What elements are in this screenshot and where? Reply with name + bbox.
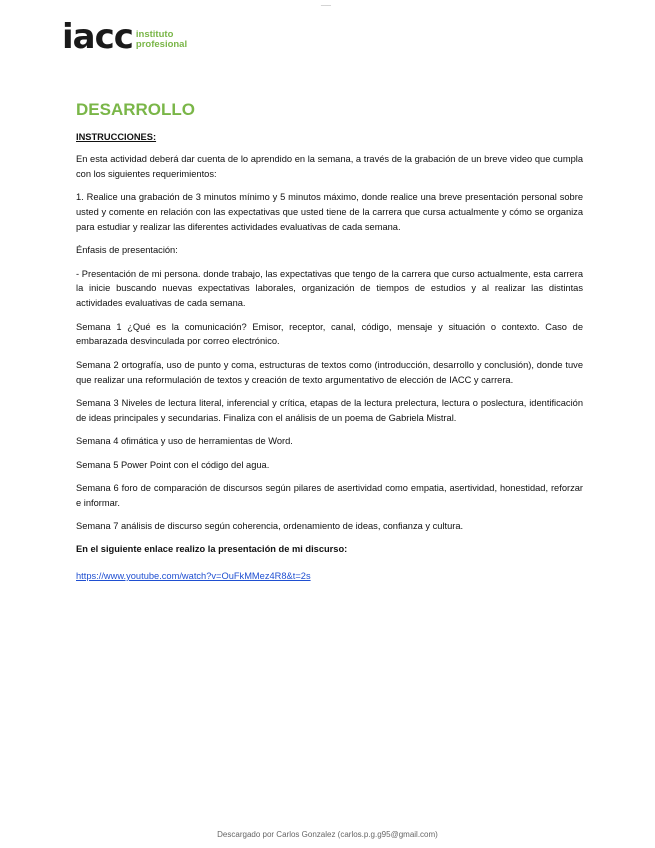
paragraph-emphasis-label: Énfasis de presentación: [76, 245, 178, 256]
page-top-mark: ___ [321, 0, 332, 6]
paragraph-week-7: Semana 7 análisis de discurso según coherencia, ordenamiento de ideas, confianza y cultura. [76, 521, 464, 532]
paragraph-week-3: Semana 3 Niveles de lectura literal, inferencial y crítica, etapas de la lectura prelectura, lectura o poslectura, identificación de ideas principales y secundarias. Finaliza con el análisis de un poema de Gabriela Mistral. [76, 397, 583, 423]
logo-sub-line-1: instituto [135, 29, 174, 40]
paragraph-requirement-1: 1. Realice una grabación de 3 minutos mínimo y 5 minutos máximo, donde realice una breve presentación personal sobre usted y comente en relación con las expectativas que usted tiene de la carrera que cursa actualmente y cómo se organiza para estudiar y realizar las diferentes actividades evaluativas de cada semana. [76, 192, 583, 232]
paragraph-presentation: - Presentación de mi persona. donde trabajo, las expectativas que tengo de la carrera que curso actualmente, esta carrera la inicie buscando nuevas expectativas laborales, organización de tiempos de estudios y al realizar las distintas actividades evaluativas de cada semana. [76, 268, 583, 309]
logo-word: iacc [62, 17, 133, 57]
instructions-label: INSTRUCCIONES: [76, 132, 157, 142]
link-intro: En el siguiente enlace realizo la presentación de mi discurso: [76, 544, 348, 555]
paragraph-week-1: Semana 1 ¿Qué es la comunicación? Emisor, receptor, canal, código, mensaje y situación o contexto. Caso de embarazada desvinculada por correo electrónico. [76, 321, 583, 347]
paragraph-week-4: Semana 4 ofimática y uso de herramientas de Word. [76, 436, 293, 447]
iacc-logo [62, 17, 188, 57]
document-body [76, 100, 583, 584]
paragraph-week-2: Semana 2 ortografía, uso de punto y coma, estructuras de textos como (introducción, desarrollo y conclusión), donde tuve que realizar una reformulación de textos y creación de texto argumentativo de elección de IACC y carrera. [76, 359, 583, 385]
logo-sub-line-2: profesional [135, 39, 188, 50]
section-title: DESARROLLO [76, 100, 195, 119]
paragraph-week-5: Semana 5 Power Point con el código del agua. [76, 459, 270, 470]
paragraph-intro: En esta actividad deberá dar cuenta de lo aprendido en la semana, a través de la grabación de un breve video que cumpla con los siguientes requerimientos: [76, 154, 583, 179]
youtube-link[interactable]: https://www.youtube.com/watch?v=OuFkMMez4R8&t=2s [76, 570, 311, 581]
paragraph-week-6: Semana 6 foro de comparación de discursos según pilares de asertividad como empatia, asertividad, honestidad, reforzar e informar. [76, 482, 583, 508]
download-footer: Descargado por Carlos Gonzalez (carlos.p.g.g95@gmail.com) [217, 830, 438, 839]
logo-subtitle [136, 30, 187, 50]
